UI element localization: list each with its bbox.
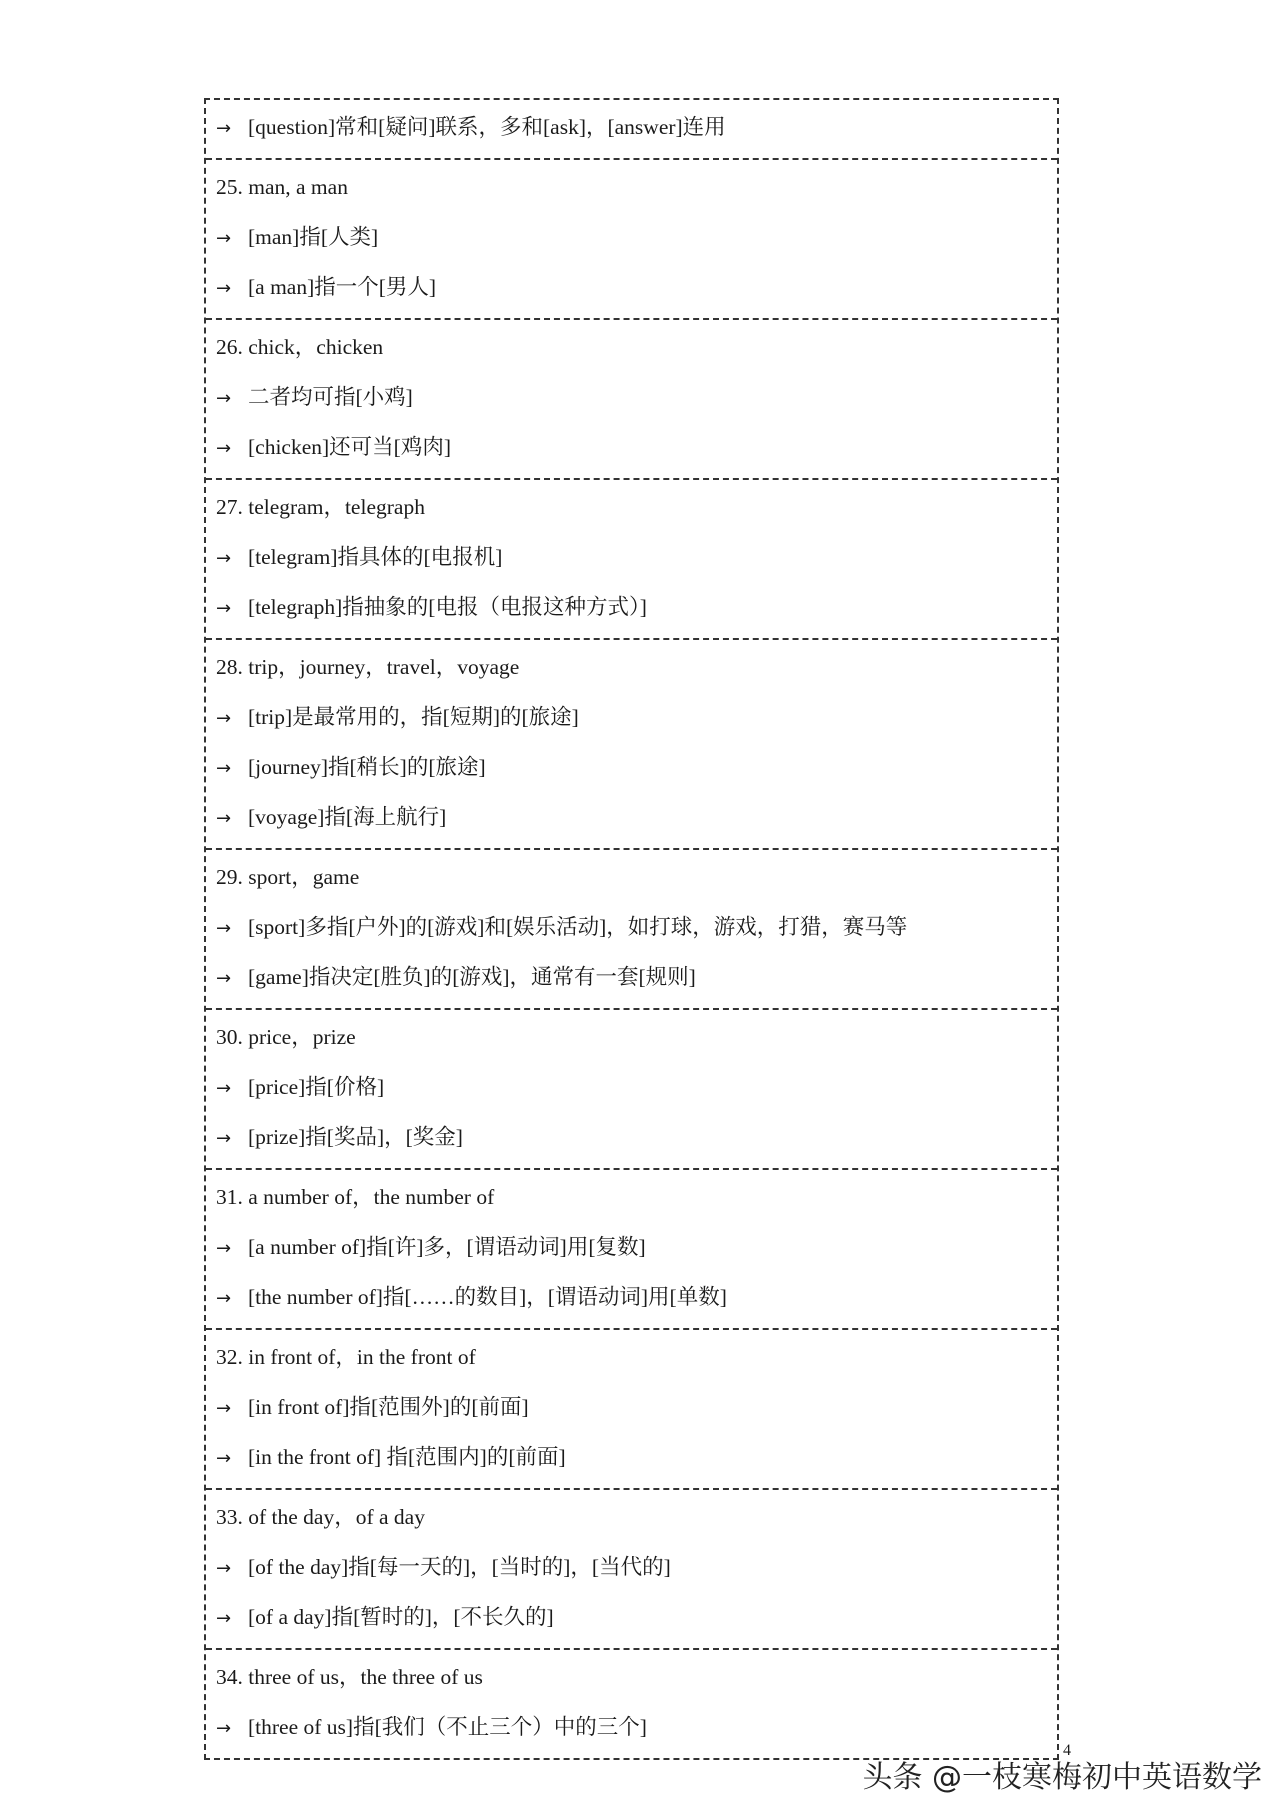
arrow-icon: →: [216, 808, 232, 829]
note-arrow-line: → [price]指[价格]: [206, 1062, 1057, 1112]
note-arrow-line: → [prize]指[奖品]，[奖金]: [206, 1112, 1057, 1162]
arrow-icon: →: [216, 708, 232, 729]
note-heading: 31. a number of，the number of: [216, 1185, 495, 1209]
note-arrow-line: → [of a day]指[暂时的]，[不长久的]: [206, 1592, 1057, 1642]
arrow-icon: →: [216, 1288, 232, 1309]
note-arrow-line: → [of the day]指[每一天的]，[当时的]，[当代的]: [206, 1542, 1057, 1592]
note-arrow-line: → [the number of]指[……的数目]，[谓语动词]用[单数]: [206, 1272, 1057, 1322]
note-arrow-line: → [trip]是最常用的，指[短期]的[旅途]: [206, 692, 1057, 742]
note-arrow-line: → 二者均可指[小鸡]: [206, 372, 1057, 422]
note-heading: 32. in front of，in the front of: [216, 1345, 476, 1369]
arrow-icon: →: [216, 228, 232, 249]
note-section-28: [206, 638, 1057, 848]
note-section-29: [206, 848, 1057, 1008]
note-arrow-line: → [in front of]指[范围外]的[前面]: [206, 1382, 1057, 1432]
arrow-icon: →: [216, 438, 232, 459]
note-arrow-line: → [a number of]指[许]多，[谓语动词]用[复数]: [206, 1222, 1057, 1272]
note-heading: 27. telegram，telegraph: [216, 495, 425, 519]
notes-table: [204, 98, 1059, 1760]
arrow-icon: →: [216, 918, 232, 939]
arrow-icon: →: [216, 598, 232, 619]
note-section-30: [206, 1008, 1057, 1168]
arrow-icon: →: [216, 1448, 232, 1469]
note-arrow-line: → [game]指决定[胜负]的[游戏]，通常有一套[规则]: [206, 952, 1057, 1002]
arrow-icon: →: [216, 548, 232, 569]
arrow-icon: →: [216, 1718, 232, 1739]
page-number: 4: [1063, 1742, 1071, 1759]
note-heading: 34. three of us，the three of us: [216, 1665, 483, 1689]
note-section-27: [206, 478, 1057, 638]
note-heading: 26. chick，chicken: [216, 335, 384, 359]
arrow-icon: →: [216, 1128, 232, 1149]
note-heading: 30. price，prize: [216, 1025, 356, 1049]
note-arrow-line: → [telegraph]指抽象的[电报（电报这种方式）]: [206, 582, 1057, 632]
note-arrow-line: → [telegram]指具体的[电报机]: [206, 532, 1057, 582]
arrow-icon: →: [216, 968, 232, 989]
note-arrow-line: → [voyage]指[海上航行]: [206, 792, 1057, 842]
note-arrow-line: → [in the front of] 指[范围内]的[前面]: [206, 1432, 1057, 1482]
note-section-33: [206, 1488, 1057, 1648]
note-section-24: [206, 100, 1057, 158]
note-section-31: [206, 1168, 1057, 1328]
note-arrow-line: → [three of us]指[我们（不止三个）中的三个]: [206, 1702, 1057, 1752]
arrow-icon: →: [216, 1238, 232, 1259]
note-arrow-line: → [sport]多指[户外]的[游戏]和[娱乐活动]，如打球，游戏，打猎，赛马等: [206, 902, 1057, 952]
note-heading: 29. sport，game: [216, 865, 360, 889]
note-heading: 33. of the day，of a day: [216, 1505, 425, 1529]
arrow-icon: →: [216, 1078, 232, 1099]
note-arrow-line: → [man]指[人类]: [206, 212, 1057, 262]
note-arrow-line: → [journey]指[稍长]的[旅途]: [206, 742, 1057, 792]
note-arrow-line: → [question]常和[疑问]联系，多和[ask]，[answer]连用: [206, 102, 1057, 152]
note-arrow-line: → [chicken]还可当[鸡肉]: [206, 422, 1057, 472]
note-section-26: [206, 318, 1057, 478]
arrow-icon: →: [216, 1608, 232, 1629]
note-arrow-line: → [a man]指一个[男人]: [206, 262, 1057, 312]
arrow-icon: →: [216, 388, 232, 409]
arrow-icon: →: [216, 758, 232, 779]
arrow-icon: →: [216, 118, 232, 139]
note-heading: 25. man, a man: [216, 175, 348, 199]
note-section-32: [206, 1328, 1057, 1488]
note-heading: 28. trip，journey，travel，voyage: [216, 655, 520, 679]
note-section-34: [206, 1648, 1057, 1758]
arrow-icon: →: [216, 1558, 232, 1579]
arrow-icon: →: [216, 1398, 232, 1419]
note-section-25: [206, 158, 1057, 318]
arrow-icon: →: [216, 278, 232, 299]
watermark: 头条 @一枝寒梅初中英语数学: [862, 1760, 1262, 1795]
